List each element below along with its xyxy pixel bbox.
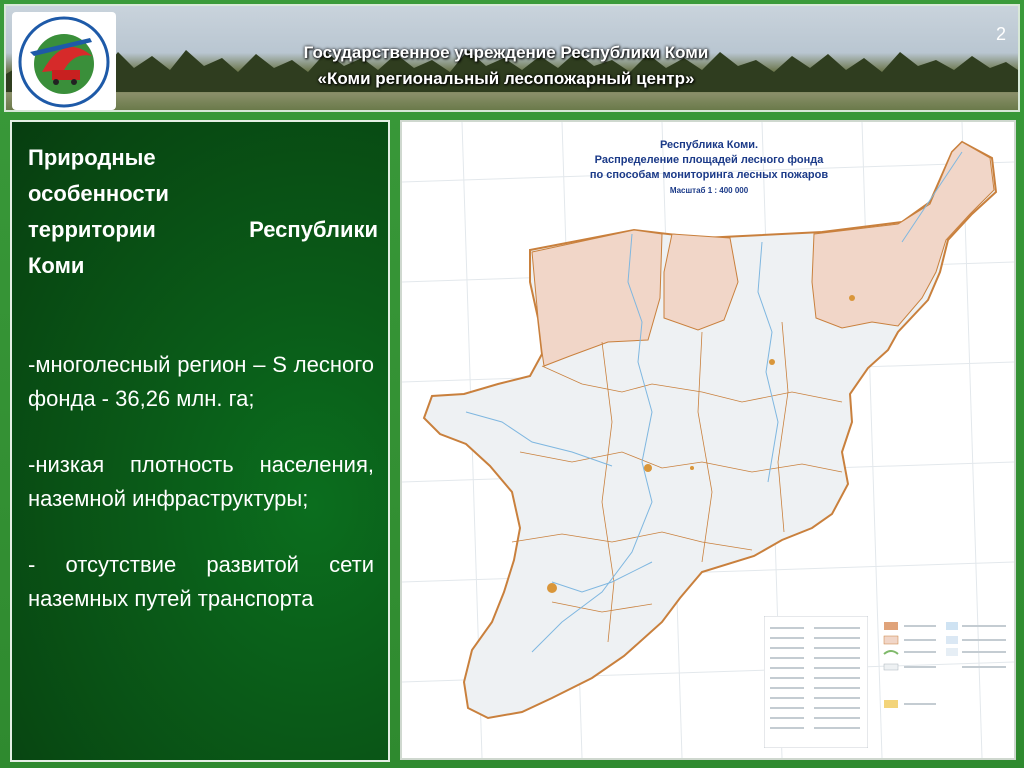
bullet-item: -низкая плотность населения, наземной инфраструктуры; — [28, 452, 374, 511]
map-title-line2: Распределение площадей лесного фонда — [594, 154, 824, 166]
header-title — [186, 40, 826, 92]
text-panel — [10, 120, 390, 762]
heading-word: Республики — [249, 217, 378, 242]
map-title-line1: Республика Коми. — [659, 139, 759, 151]
header-banner — [4, 4, 1020, 112]
map-legend-table — [764, 616, 868, 748]
forest-fire-center-emblem-icon — [12, 12, 116, 110]
section-heading — [28, 140, 378, 284]
organization-logo — [12, 12, 116, 110]
heading-line — [28, 212, 378, 248]
map-title-line3: по способам мониторинга лесных пожаров — [589, 169, 829, 181]
map-legend-keys — [880, 616, 1010, 716]
header-title-line1: Государственное учреждение Республики Коми — [303, 43, 709, 62]
bullet-item: - отсутствие развитой сети наземных путей транспорта — [28, 552, 374, 611]
page-number: 2 — [995, 24, 1006, 44]
heading-line: Коми — [28, 253, 85, 278]
heading-line: особенности — [28, 181, 169, 206]
map-scale: Масштаб 1 : 400 000 — [669, 186, 749, 195]
map-title — [564, 138, 854, 204]
bullet-list — [28, 348, 374, 648]
header-title-line2: «Коми региональный лесопожарный центр» — [317, 69, 695, 88]
heading-line: Природные — [28, 145, 156, 170]
heading-word: территории — [28, 217, 156, 242]
map-panel — [400, 120, 1016, 760]
bullet-item: -многолесный регион – S лесного фонда - 36,26 млн. га; — [28, 352, 374, 411]
